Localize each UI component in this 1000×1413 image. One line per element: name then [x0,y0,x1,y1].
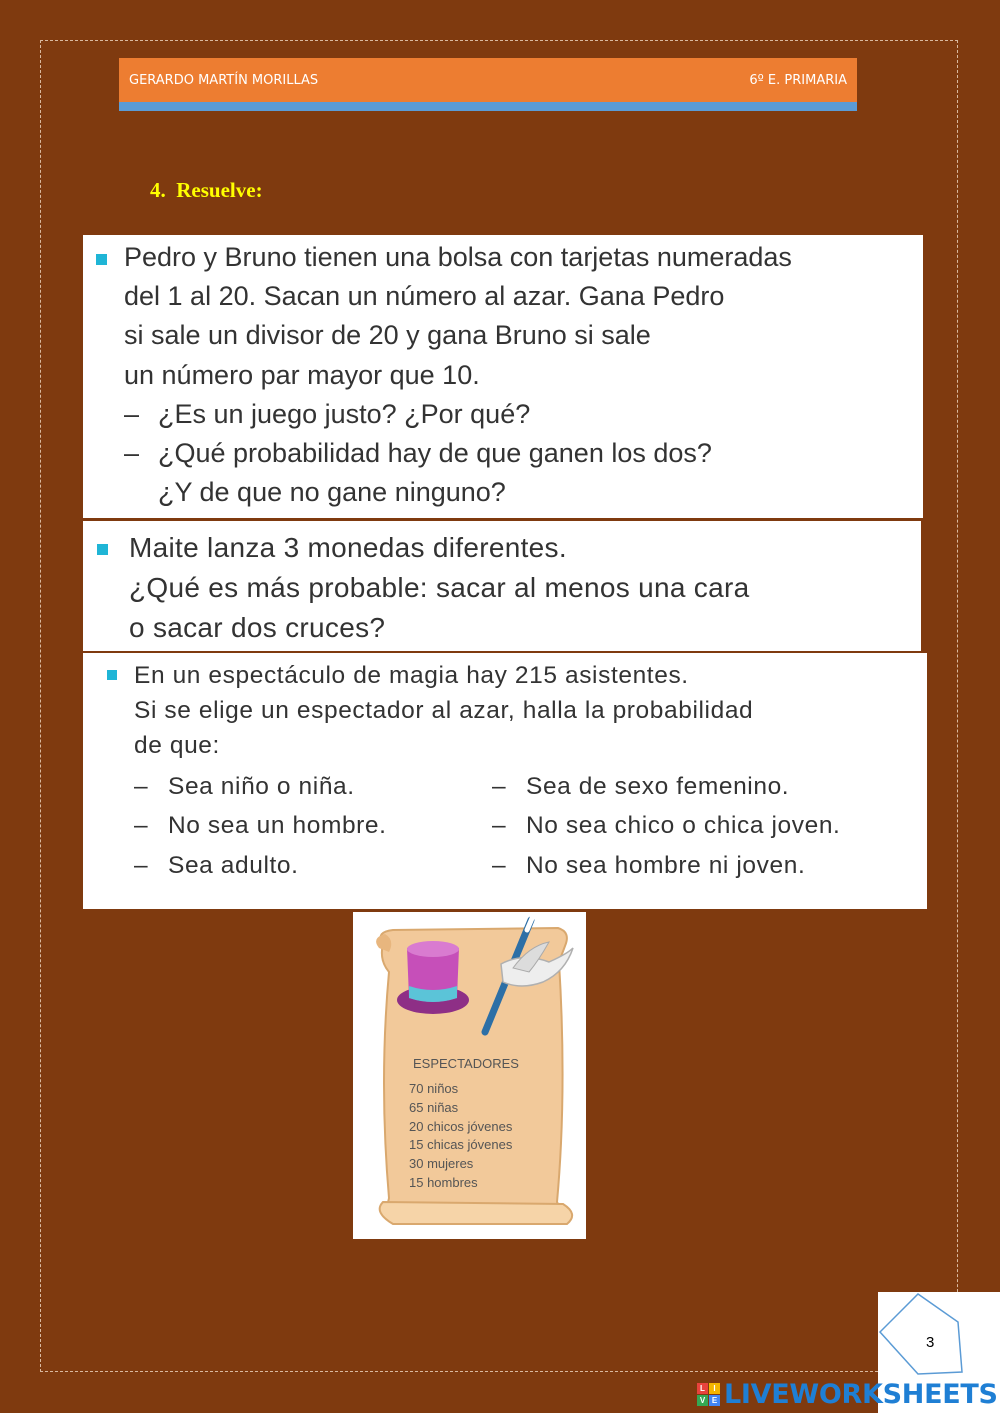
logo-mark-letter: I [709,1383,720,1394]
problem-2-line: Maite lanza 3 monedas diferentes. [129,532,567,563]
option-text: Sea niño o niña. [168,773,355,800]
problem-3-line: Si se elige un espectador al azar, halla la probabilidad [134,697,754,724]
problem-2-box [83,521,921,651]
problem-2-line: ¿Qué es más probable: sacar al menos una cara [129,572,750,603]
bullet-icon [96,254,107,265]
header-grade: 6º E. PRIMARIA [749,72,847,88]
dash: – [492,852,507,879]
dash: – [124,399,140,429]
poster-item: 15 hombres [409,1174,478,1190]
logo-text: LIVEWORKSHEETS [724,1378,998,1410]
spectators-poster [353,912,586,1239]
scroll-roll-bottom [380,1202,572,1224]
problem-1-line: si sale un divisor de 20 y gana Bruno si sale [124,320,651,350]
option-text: No sea un hombre. [168,812,387,839]
exercise-number: 4. [150,178,166,202]
problem-1-box [83,235,923,518]
problem-3-line: de que: [134,732,220,759]
dash: – [134,773,149,800]
option-text: Sea adulto. [168,852,299,879]
bullet-icon [97,544,108,555]
dash: – [134,852,149,879]
option-item [134,852,299,880]
option-text: No sea hombre ni joven. [526,852,806,879]
problem-1-question [124,434,712,473]
option-item [492,852,805,880]
dash: – [492,773,507,800]
page-number: 3 [926,1334,935,1351]
problem-1-line: Pedro y Bruno tienen una bolsa con tarjetas numeradas [124,242,792,272]
option-text: No sea chico o chica joven. [526,812,841,839]
poster-item: 70 niños [409,1081,459,1096]
option-item [134,773,355,801]
dash: – [134,812,149,839]
option-item [492,773,789,801]
poster-title: ESPECTADORES [413,1056,519,1071]
problem-3-box [83,653,927,909]
page-number-frame [880,1294,962,1374]
question-text: ¿Es un juego justo? ¿Por qué? [158,399,531,429]
hat-top [407,941,459,957]
problem-2-line: o sacar dos cruces? [129,612,386,643]
header-underline [119,102,857,111]
problem-1-question-continuation: ¿Y de que no gane ninguno? [158,477,506,507]
option-item [492,812,840,840]
exercise-label: Resuelve: [176,178,263,202]
problem-1-line: del 1 al 20. Sacan un número al azar. Gana Pedro [124,281,725,311]
header-bar [119,58,857,102]
exercise-title [150,178,263,203]
bullet-icon [107,670,117,680]
option-text: Sea de sexo femenino. [526,773,790,800]
logo-mark-icon [697,1383,720,1406]
logo-mark-letter: V [697,1395,708,1406]
poster-item: 20 chicos jóvenes [409,1118,513,1134]
problem-3-line: En un espectáculo de magia hay 215 asistentes. [134,662,689,689]
logo-mark-letter: L [697,1383,708,1394]
question-text: ¿Qué probabilidad hay de que ganen los dos? [158,438,712,468]
problem-1-line: un número par mayor que 10. [124,360,480,390]
poster-item: 15 chicas jóvenes [409,1137,513,1153]
dash: – [492,812,507,839]
poster-list [409,1080,512,1193]
poster-item: 30 mujeres [409,1156,474,1172]
logo-mark-letter: E [709,1395,720,1406]
liveworksheets-logo [697,1378,998,1410]
problem-1-question [124,395,530,434]
header-author: GERARDO MARTÍN MORILLAS [129,72,319,88]
option-item [134,812,387,840]
dash: – [124,438,140,468]
poster-item: 65 niñas [409,1099,459,1115]
